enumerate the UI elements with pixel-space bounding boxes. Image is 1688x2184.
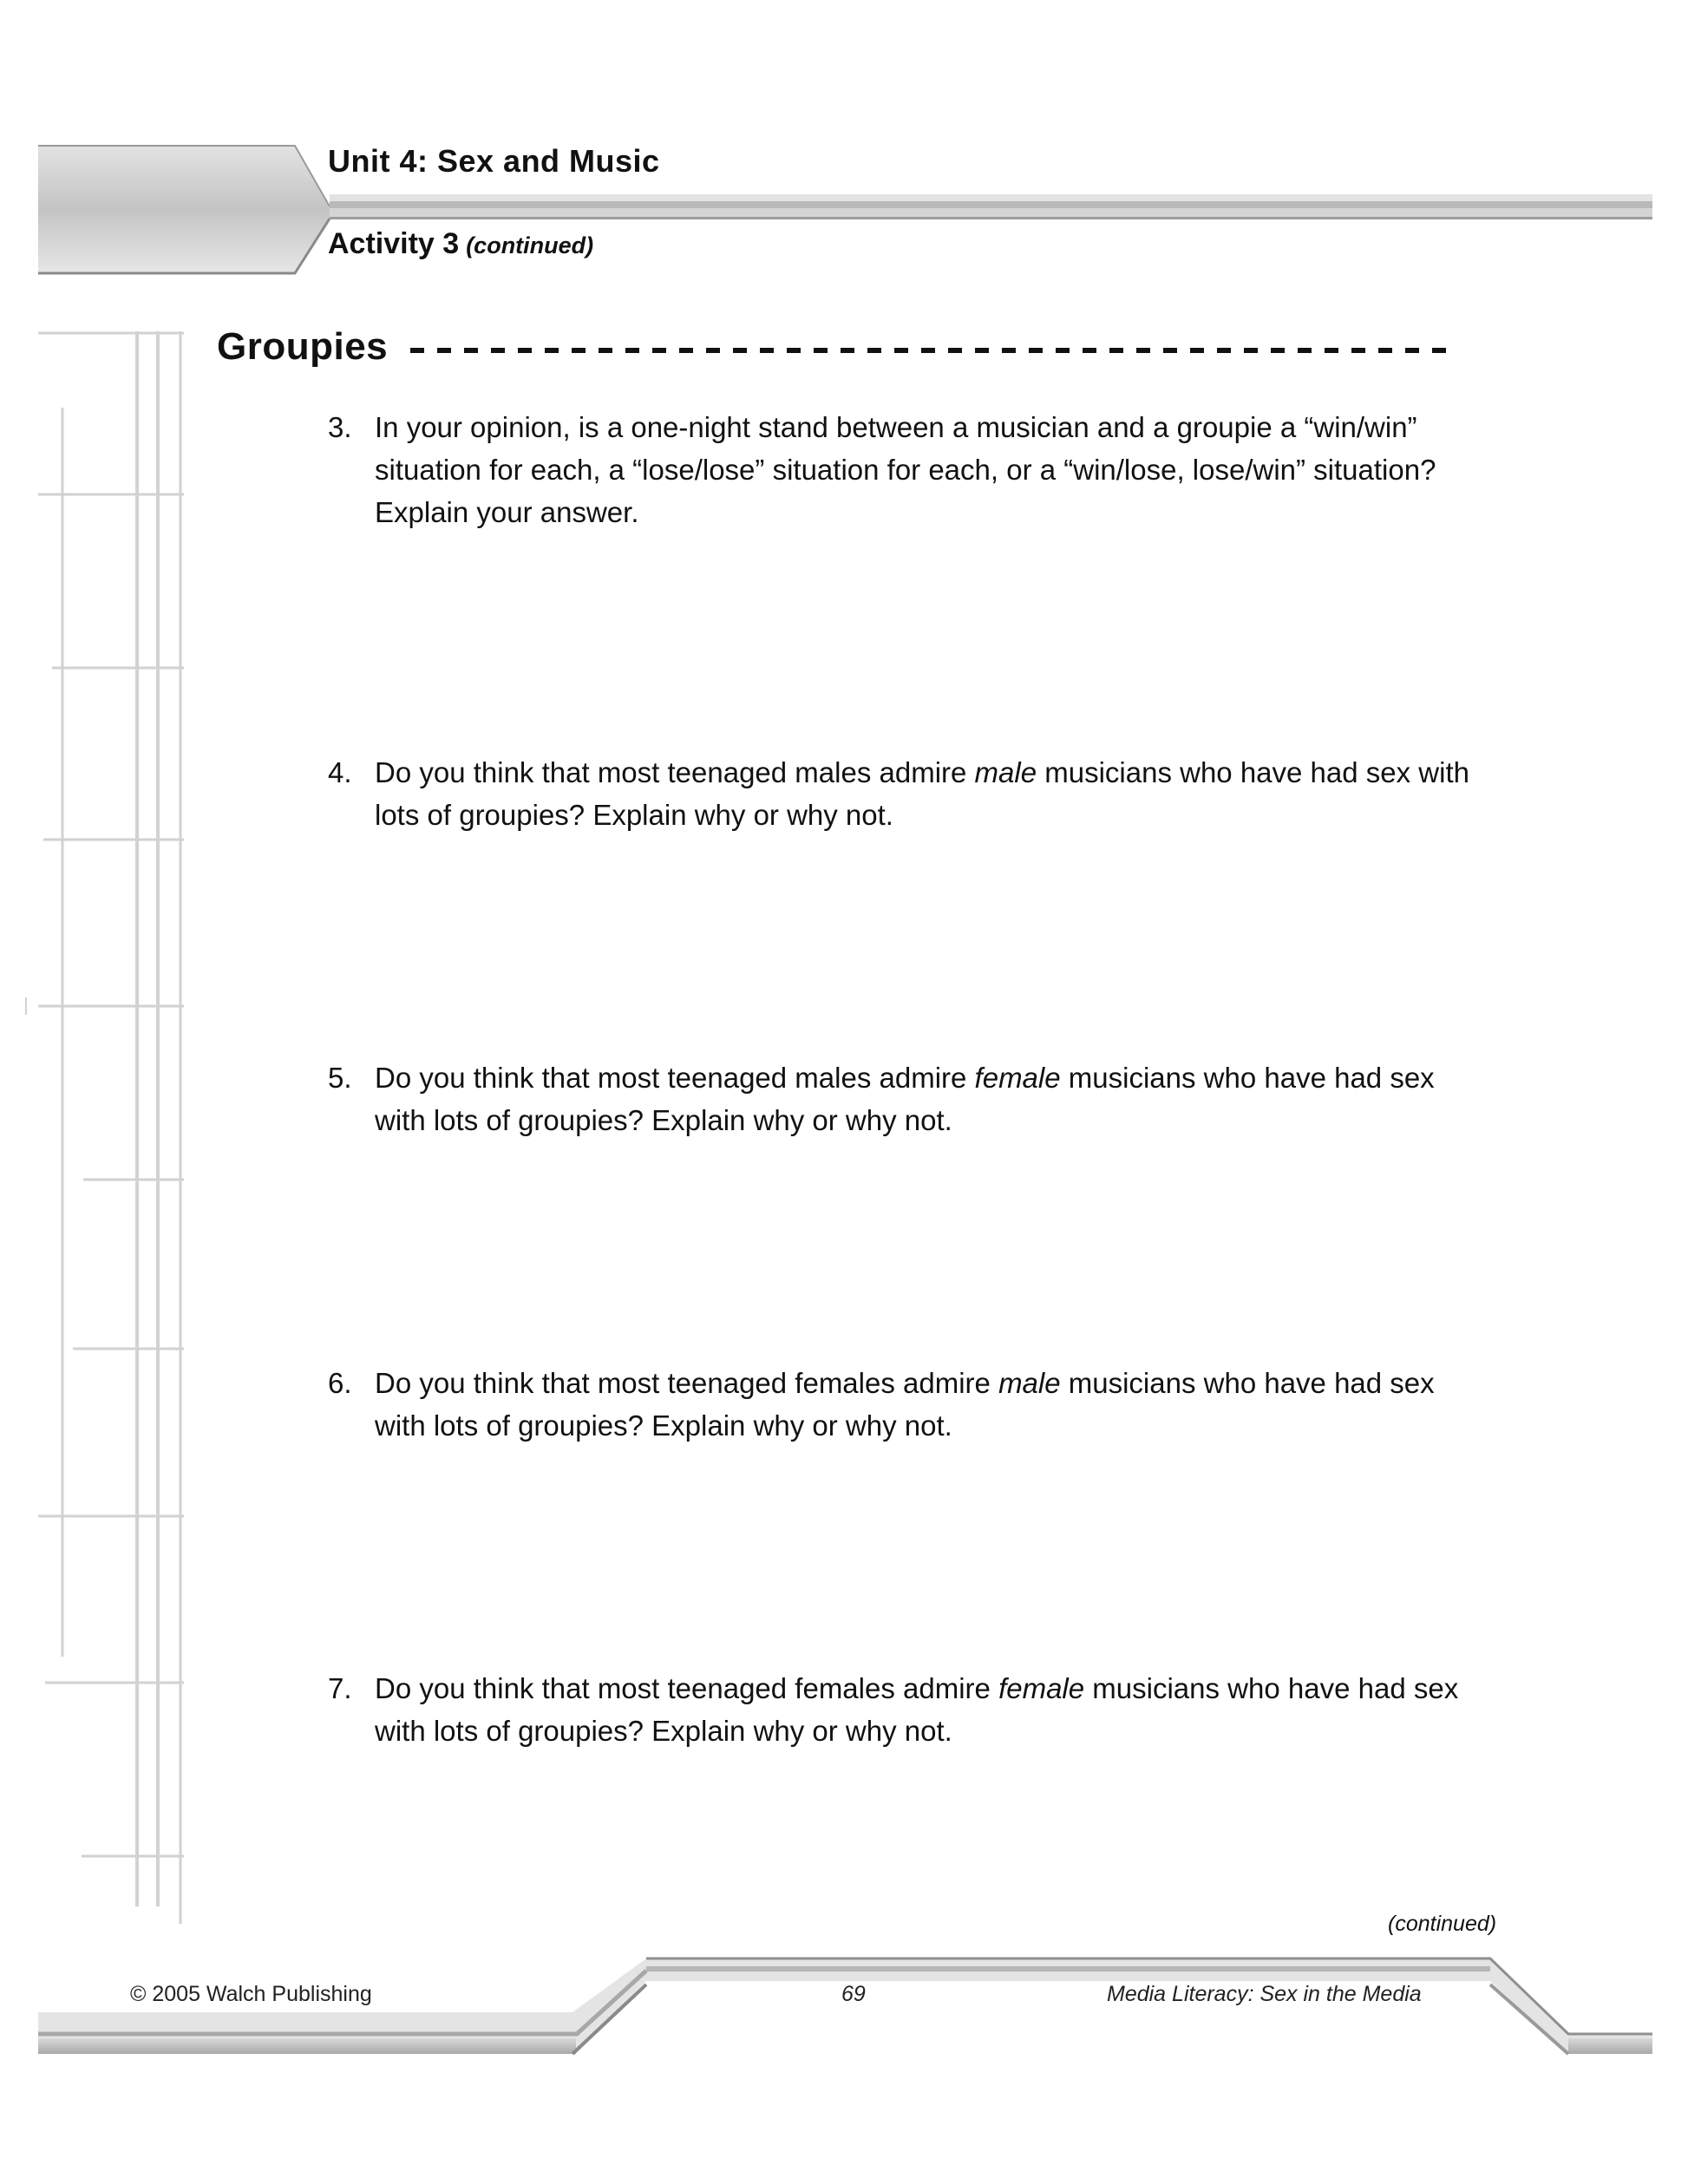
question-text: Do you think that most teenaged males admire male musicians who have had sex with lots of groupies? Explain why or why not. xyxy=(375,756,1469,831)
emphasis-word: male xyxy=(998,1367,1061,1399)
question-6 xyxy=(328,1362,1473,1447)
left-grid xyxy=(26,331,184,1924)
activity-heading xyxy=(328,227,593,261)
question-text: Do you think that most teenaged females admire male musicians who have had sex with lots of groupies? Explain why or why not. xyxy=(375,1367,1435,1442)
section-heading xyxy=(217,319,1457,375)
question-4 xyxy=(328,751,1473,836)
question-number: 7. xyxy=(328,1672,352,1704)
question-text: In your opinion, is a one-night stand between a musician and a groupie a “win/win” situation for each, a “lose/lose” situation for each, or a “win/lose, lose/win” situation? Explain your answer. xyxy=(375,411,1436,528)
footer-copyright: © 2005 Walch Publishing xyxy=(130,1982,372,2006)
continued-note: (continued) xyxy=(1388,1912,1497,1936)
question-7 xyxy=(328,1667,1473,1752)
activity-continued-note: (continued) xyxy=(466,232,594,258)
header-banner xyxy=(38,146,1652,273)
dashed-rule xyxy=(410,348,1457,353)
emphasis-word: female xyxy=(974,1062,1061,1094)
question-number: 3. xyxy=(328,411,352,443)
question-text: Do you think that most teenaged males admire female musicians who have had sex with lots of groupies? Explain why or why not. xyxy=(375,1062,1435,1136)
question-number: 6. xyxy=(328,1367,352,1399)
question-3 xyxy=(328,406,1473,533)
section-title: Groupies xyxy=(217,325,389,368)
question-text: Do you think that most teenaged females admire female musicians who have had sex with lots of groupies? Explain why or why not. xyxy=(375,1672,1459,1747)
footer-page-number: 69 xyxy=(841,1982,866,2006)
question-number: 5. xyxy=(328,1062,352,1094)
footer-book-title: Media Literacy: Sex in the Media xyxy=(1107,1982,1422,2006)
question-5 xyxy=(328,1056,1473,1141)
activity-title: Activity 3 xyxy=(328,227,460,260)
emphasis-word: female xyxy=(998,1672,1085,1704)
emphasis-word: male xyxy=(974,756,1037,788)
question-number: 4. xyxy=(328,756,352,788)
unit-heading: Unit 4: Sex and Music xyxy=(328,143,660,179)
